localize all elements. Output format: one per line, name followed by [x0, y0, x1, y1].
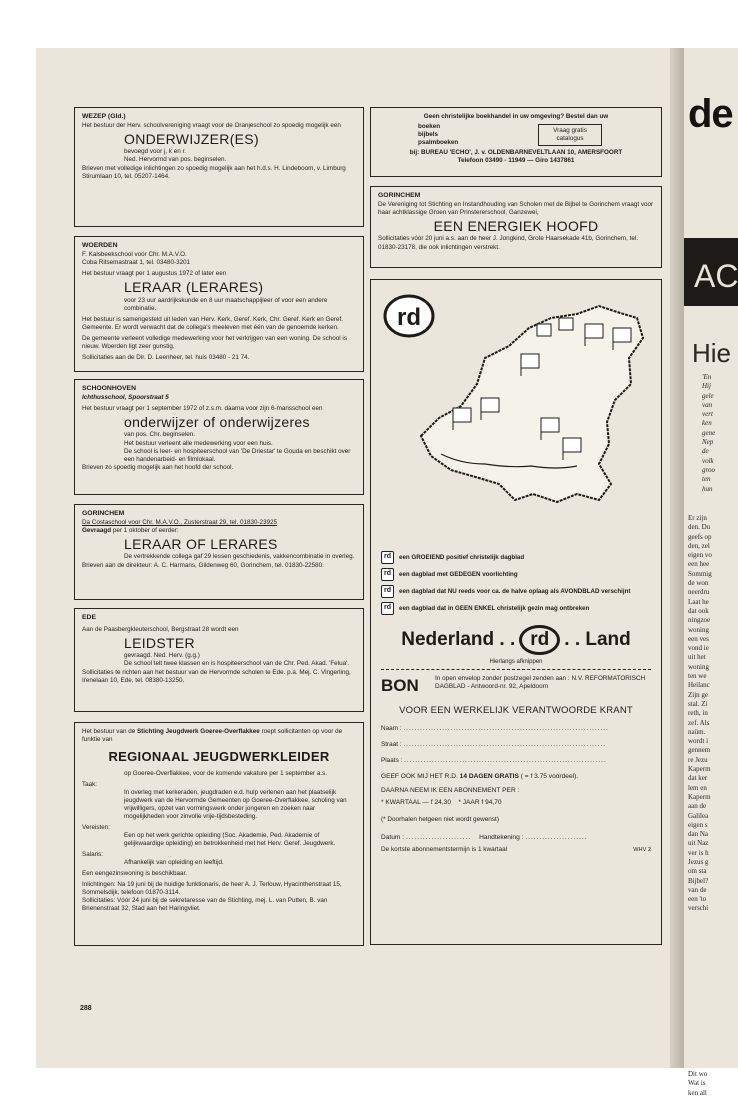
right-text-line: Laat he [688, 597, 709, 606]
benefit-list [381, 551, 651, 615]
right-heading: Hie [692, 338, 732, 368]
right-text-line: woning [688, 662, 709, 671]
term-note: De kortste abonnementstermijn is 1 kwartaal [381, 846, 508, 854]
right-text-line: verschi [688, 904, 709, 913]
school: Da Costaschool voor Chr. M.A.V.O., Zusterstraat 29, tel. 01830-23925 [82, 518, 278, 526]
woning: Een eengezinswoning is beschikbaar. [82, 870, 188, 878]
phone: Telefoon 03490 - 11949 — Giro 1437861 [457, 157, 575, 165]
right-text-line: de won [688, 579, 709, 588]
right-banner-text: AC [694, 258, 738, 294]
location: WEZEP (Gld.) [82, 113, 126, 120]
rd-mini-logo: rd [381, 585, 394, 598]
intro: Het bestuur der Herv. schoolvereniging vraagt voor de Oranjeschool zo spoedig mogelijk een [82, 121, 341, 129]
inlichtingen: Inlichtingen: Na 19 juni bij de huidige funktionaris, de heer A. J. Terlouw, Hyacinthenstraat 15, Sommelsdijk, telefoon 01870-3114. [82, 881, 342, 897]
salaris-label: Salaris: [82, 851, 103, 859]
catalog-box: Vraag gratis catalogus [538, 124, 602, 146]
option-kwartaal[interactable]: * KWARTAAL — f 24,30 [381, 799, 451, 807]
right-italic-line: Nep [702, 438, 714, 447]
straat-label: Straat : [381, 741, 402, 749]
right-text-column [688, 514, 712, 914]
field-plaats[interactable]: Plaats : ......................................................................... [381, 757, 607, 765]
requirement: Ned. Hervormd van pos. beginselen. [124, 156, 227, 164]
right-text-line: naüm. [688, 727, 706, 736]
right-text-line: een ves [688, 634, 709, 643]
vereisten-label: Vereisten: [82, 824, 111, 832]
right-text-line: Heilanc [688, 681, 710, 690]
subscription-intro: DAARNA NEEM IK EEN ABONNEMENT PER : [381, 786, 520, 794]
right-text-line: dat ook [688, 606, 709, 615]
option-jaar[interactable]: * JAAR f 94,70 [458, 799, 502, 807]
subtitle: op Goeree-Overflakkee, voor de komende vakature per 1 september a.s. [124, 769, 328, 777]
right-text-line: van de [688, 885, 707, 894]
right-text-line: den. Du [688, 523, 711, 532]
page-right [684, 48, 738, 1097]
intro: Het bestuur vraagt per 1 augustus 1972 of later een [82, 269, 227, 277]
right-bottom-line: Dit wo [688, 1070, 708, 1078]
slogan-right: . . Land [564, 629, 631, 650]
right-italic-line: gele [702, 391, 714, 400]
location: GORINCHEM [378, 192, 421, 199]
right-text-line: ningzoe [688, 616, 711, 625]
address: bij: BUREAU 'ECHO', J. v. OLDENBARNEVELTLAAN 10, AMERSFOORT [409, 149, 623, 157]
location: EDE [82, 614, 96, 621]
ad-reformatorisch-dagblad [370, 279, 662, 945]
salaris: Afhankelijk van opleiding en leeftijd. [124, 859, 224, 867]
location: WOERDEN [82, 242, 118, 249]
right-text-line: Jezus g [688, 857, 709, 866]
job-title: LERAAR (LERARES) [124, 278, 264, 295]
right-text-line: Sommig [688, 569, 712, 578]
organisation: Stichting Jeugdwerk Goeree-Overflakkee [136, 728, 260, 735]
right-italic-line: ten [702, 475, 711, 484]
right-text-line: dan Na [688, 830, 709, 839]
right-italic-column [702, 373, 715, 494]
slogan-left: Nederland . . [401, 629, 516, 650]
right-text-line: eigen vo [688, 551, 712, 560]
benefit-item: rd een dagblad dat in GEEN ENKEL christelijk gezin mag ontbreken [381, 602, 651, 615]
paragraph: Het bestuur is samengesteld uit leden van Herv. Kerk, Geref. Kerk, Chr. Geref. Kerk en Geref. Gemeente. Er wordt verwacht dat de collega's meeleven met één van de genoemde kerken. [82, 315, 343, 331]
right-text-line: Zijn ge [688, 690, 709, 699]
detail: van pos. Chr. beginselen. [124, 431, 196, 439]
location: GORINCHEM [82, 510, 125, 517]
intro: Het bestuur van de [82, 728, 136, 735]
intro: De Vereniging tot Stichting en Instandhouding van Scholen met de Bijbel te Gorinchem vraagt voor haar achtklassige Groen van Prinstererschool, Ganzewei, [378, 200, 654, 216]
slogan-logo: rd [519, 625, 560, 655]
subscription-options [381, 799, 651, 807]
right-text-line: stal. Zi [688, 699, 708, 708]
item-boeken: boeken [418, 123, 441, 131]
right-text-line: reth, in [688, 709, 708, 718]
ad-gorinchem-hoofd [370, 186, 662, 268]
application: Brieven zo spoedig mogelijk aan het hoofd der school. [82, 463, 234, 471]
right-text-line: vond ie [688, 644, 709, 653]
right-italic-line: vert [702, 410, 713, 419]
right-text-line: Galilea [688, 811, 709, 820]
bon-title: BON [381, 675, 419, 695]
benefit-item: rd een dagblad met GEDEGEN voorlichting [381, 568, 651, 581]
right-italic-line: ken [702, 419, 712, 428]
map-outline [421, 306, 643, 502]
school: Ichthusschool, Spoorstraat 5 [82, 393, 169, 401]
right-text-line: dat ker [688, 774, 708, 783]
cut-here: Hierlangs afknippen [381, 659, 651, 670]
requirement: bevoegd voor j, k en r. [124, 148, 186, 156]
right-text-line: Er zijn [688, 514, 707, 522]
detail: Het bestuur verleent alle medewerking voor een huis. [124, 439, 273, 447]
location: SCHOONHOVEN [82, 385, 137, 392]
right-text-line: den, zel [688, 541, 710, 550]
detail: De school telt twee klassen en is hospiteerschool van de Chr. Ped. Akad. 'Felua'. [124, 660, 350, 668]
right-bottom-line: ken all [688, 1088, 707, 1097]
ad-goeree-overflakkee [74, 722, 364, 946]
requirement: De vertrekkende collega gaf 29 lessen geschiedenis, vakkencombinatie in overleg. [124, 553, 355, 561]
right-italic-line: volk [702, 456, 714, 465]
right-text-line: neerdru [688, 588, 710, 597]
application: Sollicitaties aan de Dir. D. Leenheer, tel. huis 03480 - 21 74. [82, 353, 250, 361]
right-text-line: Kaperm [688, 792, 711, 801]
right-italic-line: 'En [702, 373, 712, 381]
strike-note: (* Doorhalen hetgeen niet wordt gewenst) [381, 815, 499, 823]
page-number: 288 [80, 1005, 92, 1012]
right-text-line: om sta [688, 867, 707, 876]
job-title: ONDERWIJZER(ES) [124, 130, 259, 147]
application: Brieven aan de direkteur: A. C. Harmans, Gildenweg 60, Gorinchem, tel. 01830-22580. [82, 561, 324, 569]
vereisten: Een op het werk gerichte opleiding (Soc. Akademie, Ped. Akademie of gelijkwaardige opleiding) en betrokkenheid met het Herv. Geref. Jeugdwerk. [124, 832, 336, 848]
ad-schoonhoven [74, 379, 364, 495]
right-text-line: woning [688, 625, 709, 634]
right-italic-line: groo [702, 465, 715, 474]
right-bottom-line: Wat is [688, 1079, 706, 1088]
intro-bold: Gevraagd [82, 526, 112, 534]
detail: gevraagd. Ned. Herv. (g.g.) [124, 652, 200, 660]
benefit-item: rd een dagblad dat NU reeds voor ca. de halve oplaag als AVONDBLAD verschijnt [381, 585, 651, 598]
intro-end: roept sollicitanten op voor de funktie van [82, 728, 343, 744]
field-handtekening[interactable]: Handtekening : ...................... [479, 833, 588, 841]
intro: Aan de Paasbergkleuterschool, Bergstraat 28 wordt een [82, 625, 239, 633]
ad-ede [74, 608, 364, 712]
right-masthead: de [688, 92, 733, 136]
benefit-item: rd een GROEIEND positief christelijk dagblad [381, 551, 651, 564]
field-datum[interactable]: Datum : ....................... [381, 833, 472, 841]
trial-offer: GEEF OOK MIJ HET R.D. 14 DAGEN GRATIS ( = f 3.75 voordeel). [381, 773, 579, 781]
application: Sollicitaties vóór 20 juni a.s. aan de heer J. Jongkind, Grote Haarsekade 41b, Gorinchem, tel. 01830-23178, die ook inlichtingen verstrekt. [378, 235, 639, 251]
slogan [381, 625, 651, 655]
rd-mini-logo: rd [381, 602, 394, 615]
ad-gorinchem-mavo [74, 504, 364, 600]
right-italic-line: Hij [702, 382, 711, 391]
paragraph: De gemeente verleent volledige medewerking voor het verkrijgen van een woning. De school is nieuw. Woerden ligt zeer gunstig. [82, 334, 347, 350]
right-text-line: gennem [688, 746, 711, 755]
right-text-line: een 'to [688, 895, 707, 904]
ad-wezep [74, 107, 364, 227]
item-bijbels: bijbels [418, 131, 438, 139]
rd-mini-logo: rd [381, 551, 394, 564]
right-text-line: re Jezu [688, 755, 708, 764]
right-text-line: ten we [688, 672, 707, 681]
intro: per 1 oktober of eerder: [112, 526, 179, 534]
taak-label: Taak: [82, 780, 98, 788]
right-italic-line: hun [702, 484, 713, 493]
right-bottom-column [688, 1070, 707, 1098]
code: WHV 2 [633, 847, 651, 854]
netherlands-map-illustration [381, 288, 653, 543]
plaats-label: Plaats : [381, 757, 403, 765]
right-italic-line: gene [702, 428, 716, 437]
job-title: REGIONAAL JEUGDWERKLEIDER [108, 749, 330, 765]
right-banner [684, 238, 738, 306]
headline: Geen christelijke boekhandel in uw omgeving? Bestel dan uw [423, 113, 609, 120]
job-title: LEIDSTER [124, 634, 195, 651]
ad-echo [370, 107, 662, 177]
ad-woerden [74, 236, 364, 372]
right-text-line: lem en [688, 783, 707, 792]
rd-logo-oval [385, 296, 433, 336]
right-italic-line: van [702, 400, 713, 409]
right-text-line: een hee [688, 560, 710, 569]
taak: In overleg met kerkeraden, jeugdraden e.d. hulp verlenen aan het plaatselijk jeugdwerk van de Hervormde Gemeenten op Goeree-Overflakkee, scholing van vrijwilligers, opzet van vormingswerk onder jongeren en zoeken naar mogelijkheden voor zinvolle vrije-tijdsbesteding. [124, 788, 347, 820]
requirement: voor 23 uur aardrijkskunde en 8 uur maatschappijleer of voor een andere combinatie. [124, 296, 328, 312]
right-text-line: Kaperm [688, 765, 711, 774]
address: Coba Ritsemastraat 1, tel. 03480-3201 [82, 258, 191, 266]
sollicitaties: Sollicitaties: Vóór 24 juni bij de sekretaresse van de Stichting, mej. L. van Putten, B. van Brienenstraat 32, Stad aan het Haringvliet. [82, 897, 328, 913]
job-title: onderwijzer of onderwijzeres [124, 413, 310, 430]
field-naam[interactable]: Naam : .......................................................................... [381, 724, 609, 732]
right-text-line: aan de [688, 802, 707, 811]
right-italic-line: de [702, 447, 709, 456]
school: F. Kalsbeekschool voor Chr. M.A.V.O. [82, 250, 187, 258]
job-title: LERAAR OF LERARES [124, 535, 278, 552]
field-straat[interactable]: Straat : ......................................................................... [381, 741, 607, 749]
right-text-line: Bijbel? [688, 876, 709, 885]
rd-logo-text: rd [397, 304, 421, 331]
job-title: EEN ENERGIEK HOOFD [433, 217, 599, 234]
right-text-line: uit Naz [688, 839, 709, 848]
right-text-line: eigen s [688, 820, 708, 829]
right-text-line: zef. Als [688, 718, 710, 727]
intro: Het bestuur vraagt per 1 september 1972 of z.s.m. daarna voor zijn 6-mansschool een [82, 404, 323, 412]
item-psalmboeken: psalmboeken [418, 139, 459, 147]
coupon-headline: VOOR EEN WERKELIJK VERANTWOORDE KRANT [399, 704, 633, 716]
bon-text: In open envelop zonder postzegel zenden aan : N.V. REFORMATORISCH DAGBLAD - Antwoord-nr. 92, Apeldoorn [435, 674, 646, 691]
page-gutter [670, 48, 684, 1068]
application: Brieven met volledige inlichtingen zo spoedig mogelijk aan het h.d.s. H. Lindeboom, v. Limburg Stirumlaan 10, tel. 05207-1464. [82, 164, 346, 180]
right-text-line: wordt i [688, 737, 709, 746]
right-text-line: geefs op [688, 532, 712, 541]
naam-label: Naam : [381, 724, 402, 732]
application: Sollicitaties te richten aan het bestuur van de Hervormde scholen te Ede. p.a. Mej. C. Vingerling, Irenelaan 10, Ede, tel. 08380-13250. [82, 668, 351, 684]
right-text-line: ver is h [688, 848, 709, 857]
rd-mini-logo: rd [381, 568, 394, 581]
detail: De school is leer- en hospiteerschool van 'De Driestar' te Gouda en beschikt over een handenarbeid- en filmlokaal. [124, 447, 351, 463]
right-text-line: uit het [688, 653, 706, 662]
